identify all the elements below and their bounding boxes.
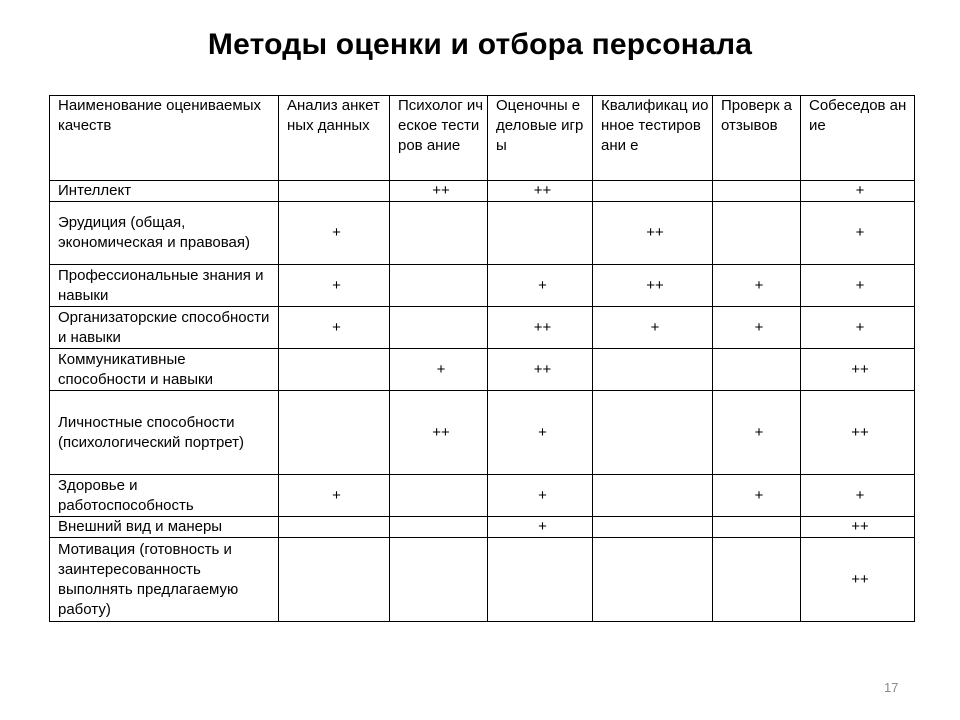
table-row [50, 307, 915, 349]
row-label: Личностные способности (психологический портрет) [50, 391, 279, 475]
table-cell: + [390, 349, 488, 391]
table-cell: + [488, 391, 593, 475]
table-cell: + [713, 391, 801, 475]
table-cell [713, 349, 801, 391]
table-cell [593, 181, 713, 202]
table-cell [390, 538, 488, 622]
header-references-check: Проверк а отзывов [713, 96, 801, 181]
table-cell [390, 517, 488, 538]
table-cell: + [279, 202, 390, 265]
table-cell: + [801, 307, 915, 349]
table-cell [279, 181, 390, 202]
row-label: Коммуникативные способности и навыки [50, 349, 279, 391]
table-cell: + [801, 265, 915, 307]
table-cell: + [488, 265, 593, 307]
table-cell: ++ [488, 349, 593, 391]
table-cell [593, 391, 713, 475]
table-row [50, 181, 915, 202]
row-label: Профессиональные знания и навыки [50, 265, 279, 307]
table-row [50, 538, 915, 622]
row-label: Организаторские способности и навыки [50, 307, 279, 349]
row-label: Эрудиция (общая, экономическая и правовая) [50, 202, 279, 265]
table-cell [713, 202, 801, 265]
slide-title: Методы оценки и отбора персонала [207, 28, 753, 61]
table-cell: ++ [801, 538, 915, 622]
table-cell [593, 349, 713, 391]
table-row [50, 265, 915, 307]
header-qualities: Наименование оцениваемых качеств [50, 96, 279, 181]
table-cell [488, 202, 593, 265]
table-cell [593, 475, 713, 517]
table-cell: ++ [593, 202, 713, 265]
row-label: Интеллект [50, 181, 279, 202]
table-cell [713, 517, 801, 538]
methods-table [49, 95, 915, 622]
header-psychological-testing: Психолог ическое тестиров ание [390, 96, 488, 181]
header-business-games: Оценочны е деловые игры [488, 96, 593, 181]
header-qualification-testing: Квалификац ионное тестировани е [593, 96, 713, 181]
table-cell: ++ [488, 307, 593, 349]
table-cell: + [593, 307, 713, 349]
table-cell: ++ [801, 349, 915, 391]
table-cell: + [488, 475, 593, 517]
table-row [50, 202, 915, 265]
table-cell: ++ [801, 391, 915, 475]
table-cell: ++ [390, 391, 488, 475]
table-cell [713, 181, 801, 202]
table-cell: + [801, 181, 915, 202]
table-row [50, 391, 915, 475]
row-label: Мотивация (готовность и заинтересованность выполнять предлагаемую работу) [50, 538, 279, 622]
table-cell: + [713, 265, 801, 307]
table-cell [279, 391, 390, 475]
header-interview: Собеседов ание [801, 96, 915, 181]
row-label: Здоровье и работоспособность [50, 475, 279, 517]
methods-table-container [49, 95, 915, 622]
table-cell [390, 475, 488, 517]
table-cell: + [801, 202, 915, 265]
table-cell: ++ [488, 181, 593, 202]
table-cell: + [488, 517, 593, 538]
table-cell [390, 202, 488, 265]
table-cell [279, 349, 390, 391]
header-questionnaire-analysis: Анализ анкетных данных [279, 96, 390, 181]
table-row [50, 517, 915, 538]
table-cell [390, 307, 488, 349]
table-row [50, 475, 915, 517]
table-cell: + [801, 475, 915, 517]
table-cell: + [279, 307, 390, 349]
row-label: Внешний вид и манеры [50, 517, 279, 538]
table-cell: ++ [801, 517, 915, 538]
table-cell: + [279, 475, 390, 517]
table-cell: ++ [593, 265, 713, 307]
table-cell: + [713, 475, 801, 517]
table-cell [593, 517, 713, 538]
table-cell [279, 517, 390, 538]
table-cell [713, 538, 801, 622]
table-cell [593, 538, 713, 622]
table-cell [390, 265, 488, 307]
table-cell [488, 538, 593, 622]
table-cell: + [279, 265, 390, 307]
table-cell [279, 538, 390, 622]
table-header-row [50, 96, 915, 181]
table-cell: ++ [390, 181, 488, 202]
table-cell: + [713, 307, 801, 349]
page-number: 17 [884, 680, 899, 695]
table-row [50, 349, 915, 391]
